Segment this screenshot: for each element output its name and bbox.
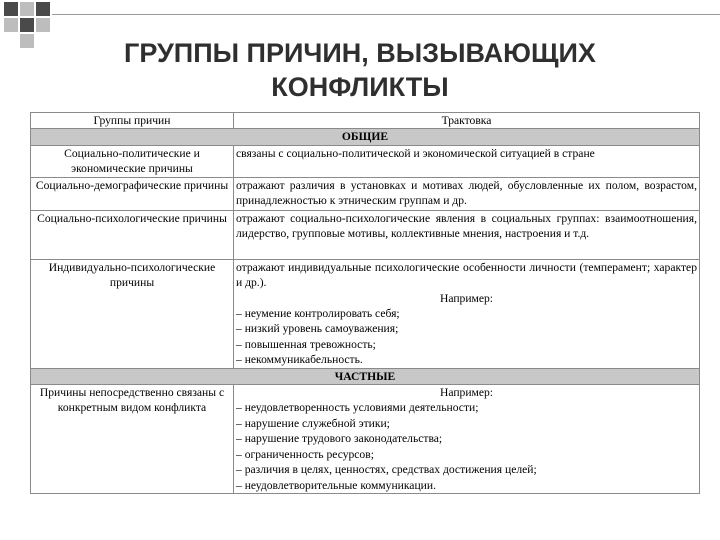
interpretation-cell: отражают различия в установках и мотивах людей, обусловленные их полом, возрастом, принадлежностью к этническим группам и др. <box>234 177 700 210</box>
group-cell: Социально-политические и экономические причины <box>31 145 234 177</box>
table-row <box>31 259 700 368</box>
table-row <box>31 210 700 259</box>
table-row <box>31 145 700 177</box>
group-cell: Причины непосредственно связаны с конкретным видом конфликта <box>31 385 234 494</box>
example-item: – низкий уровень самоуважения; <box>236 322 399 336</box>
section-label-specific: ЧАСТНЫЕ <box>31 368 700 384</box>
decor-square-dark <box>36 2 50 16</box>
header-cell-interpretation: Трактовка <box>234 113 700 129</box>
interpretation-cell: отражают социально-психологические явления в социальных группах: взаимоотношения, лидерство, групповые мотивы, коллективные мнения, настроения и т.д. <box>234 210 700 259</box>
example-item: – неудовлетворенность условиями деятельности; <box>236 401 479 415</box>
group-cell: Социально-психологические причины <box>31 210 234 259</box>
decor-square-dark <box>20 18 34 32</box>
page-title-line-2: КОНФЛИКТЫ <box>271 72 449 102</box>
section-row-specific <box>31 368 700 384</box>
example-item: – некоммуникабельность. <box>236 353 363 367</box>
interpretation-text: отражают индивидуальные психологические особенности личности (темперамент; характер и др.). <box>236 260 697 290</box>
section-row-general <box>31 129 700 145</box>
example-item: – ограниченность ресурсов; <box>236 447 374 461</box>
example-item: – повышенная тревожность; <box>236 337 376 351</box>
example-label: Например: <box>439 386 494 400</box>
header-rule <box>52 14 720 15</box>
decor-square-dark <box>4 2 18 16</box>
example-item: – различия в целях, ценностях, средствах достижения целей; <box>236 463 537 477</box>
interpretation-cell: связаны с социально-политической и экономической ситуацией в стране <box>234 145 700 177</box>
decor-square-light <box>20 34 34 48</box>
interpretation-cell <box>234 259 700 368</box>
header-cell-groups: Группы причин <box>31 113 234 129</box>
example-item: – неудовлетворительные коммуникации. <box>236 478 436 492</box>
example-item: – нарушение служебной этики; <box>236 416 390 430</box>
example-item: – неумение контролировать себя; <box>236 307 400 321</box>
example-item: – нарушение трудового законодательства; <box>236 432 443 446</box>
decor-square-light <box>36 18 50 32</box>
table-header-row <box>31 113 700 129</box>
section-label-general: ОБЩИЕ <box>31 129 700 145</box>
decor-square-light <box>20 2 34 16</box>
table-row <box>31 385 700 494</box>
group-cell: Социально-демографические причины <box>31 177 234 210</box>
decor-square-light <box>4 18 18 32</box>
page-title-line-1: ГРУППЫ ПРИЧИН, ВЫЗЫВАЮЩИХ <box>124 38 596 68</box>
causes-table <box>30 112 700 494</box>
group-cell: Индивидуально-психологические причины <box>31 259 234 368</box>
example-label: Например: <box>439 291 494 305</box>
table-row <box>31 177 700 210</box>
interpretation-cell <box>234 385 700 494</box>
